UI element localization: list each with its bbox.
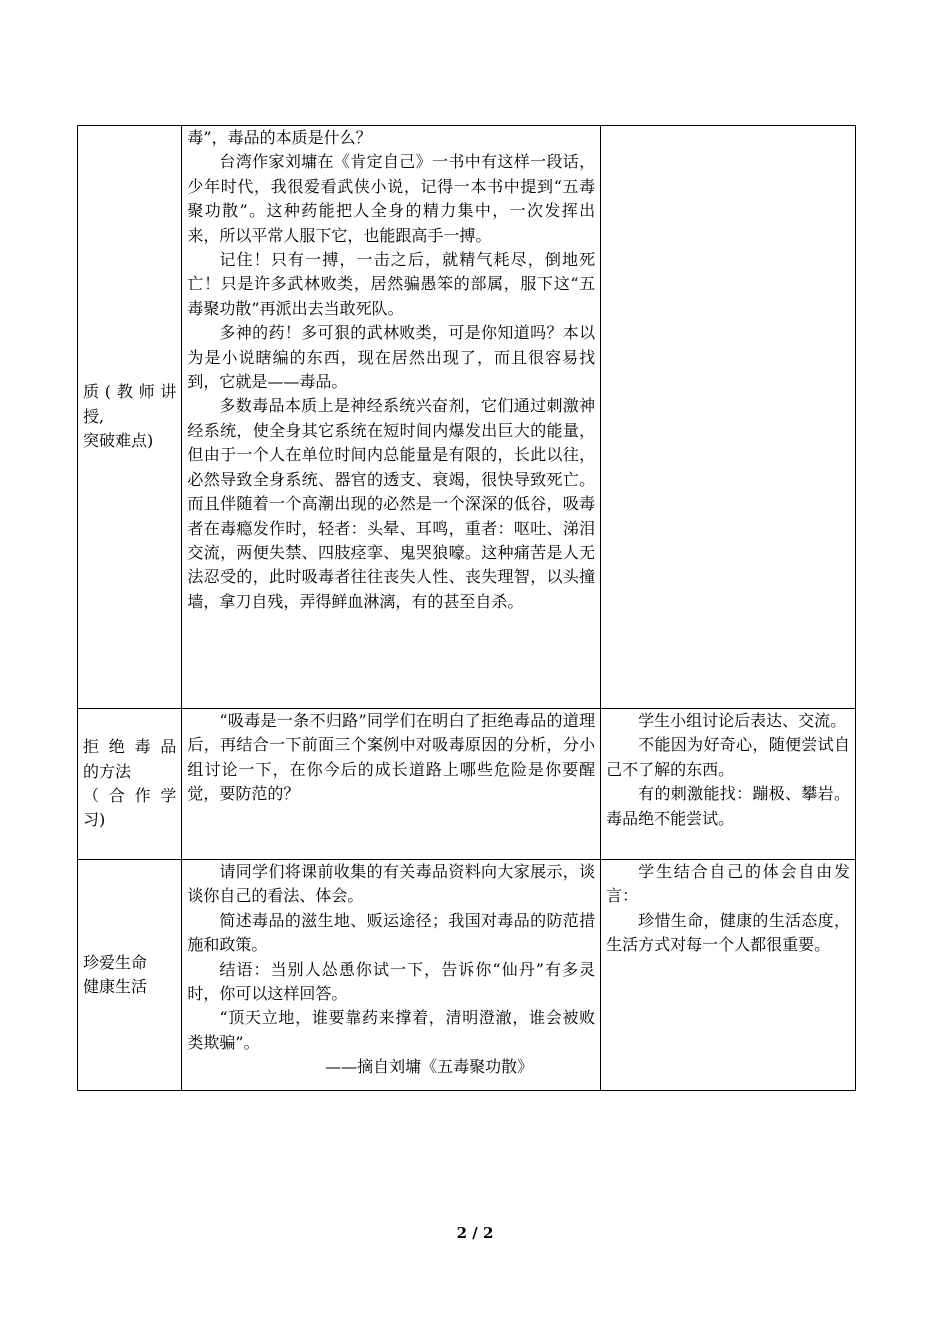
student-activity-cell bbox=[601, 709, 856, 860]
content-paragraph: 台湾作家刘墉在《肯定自己》一书中有这样一段话，少年时代，我很爱看武侠小说，记得一本书中提到“五毒聚功散”。这种药能把人全身的精力集中，一次发挥出来，所以平常人服下它，也能跟高手一搏。 bbox=[187, 152, 596, 245]
content-paragraph: 多神的药！多可狠的武林败类，可是你知道吗？本以为是小说瞎编的东西，现在居然出现了，而且很容易找到，它就是——毒品。 bbox=[187, 323, 596, 392]
stage-label-cell bbox=[78, 126, 182, 709]
teacher-activity-cell bbox=[182, 126, 601, 709]
student-paragraph: 不能因为好奇心，随便尝试自己不了解的东西。 bbox=[606, 735, 850, 779]
student-activity-cell bbox=[601, 126, 856, 709]
stage-label-line: 授, bbox=[83, 406, 105, 426]
citation: ——摘自刘墉《五毒聚功散》 bbox=[325, 1057, 534, 1077]
content-paragraph: 结语：当别人怂恿你试一下，告诉你“仙丹”有多灵时，你可以这样回答。 bbox=[187, 959, 596, 1004]
table-row-refuse-methods bbox=[78, 709, 856, 860]
content-paragraph: 简述毒品的滋生地、贩运途径；我国对毒品的防范措施和政策。 bbox=[187, 910, 596, 955]
stage-label-line: 突破难点) bbox=[83, 431, 154, 451]
stage-label-line: （合作学 bbox=[83, 786, 177, 805]
content-paragraph: 多数毒品本质上是神经系统兴奋剂，它们通过刺激神经系统，使全身其它系统在短时间内爆发出巨大的能量，但由于一个人在单位时间内总能量是有限的，长此以往，必然导致全身系统、器官的透支、衰竭，很快导致死亡。而且伴随着一个高潮出现的必然是一个深深的低谷，吸毒者在毒瘾发作时，轻者：头晕、耳鸣，重者：呕吐、涕泪交流，两便失禁、四肢痉挛、鬼哭狼嚎。这种痛苦是人无法忍受的，此时吸毒者往往丧失人性、丧失理智，以头撞墙，拿刀自残，弄得鲜血淋漓，有的甚至自杀。 bbox=[187, 396, 596, 611]
student-activity-cell bbox=[601, 860, 856, 1091]
table-row-cherish-life bbox=[78, 860, 856, 1091]
content-paragraph: 请同学们将课前收集的有关毒品资料向大家展示，谈谈你自己的看法、体会。 bbox=[187, 862, 596, 906]
stage-label-cell bbox=[78, 709, 182, 860]
stage-label-line: 的方法 bbox=[83, 761, 132, 781]
lesson-plan-table bbox=[77, 125, 856, 1091]
student-paragraph: 珍惜生命，健康的生活态度，生活方式对每一个人都很重要。 bbox=[606, 910, 850, 955]
table-row-essence bbox=[78, 126, 856, 709]
stage-label-line: 拒绝毒品 bbox=[83, 737, 177, 757]
content-paragraph: 毒”，毒品的本质是什么？ bbox=[187, 128, 372, 147]
stage-label-line: 珍爱生命 bbox=[83, 952, 148, 972]
stage-label-line: 质(教师讲 bbox=[83, 382, 177, 402]
stage-label-line: 健康生活 bbox=[83, 977, 148, 996]
content-paragraph: “顶天立地，谁要靠药来撑着，清明澄澈，谁会被败类欺骗”。 bbox=[187, 1008, 596, 1052]
teacher-activity-cell bbox=[182, 709, 601, 860]
content-paragraph: 记住！只有一搏，一击之后，就精气耗尽，倒地死亡！只是许多武林败类，居然骗愚笨的部属，服下这“五毒聚功散”再派出去当敢死队。 bbox=[187, 250, 596, 318]
student-paragraph: 有的刺激能找：蹦极、攀岩。毒品绝不能尝试。 bbox=[606, 784, 850, 828]
stage-label-cell bbox=[78, 860, 182, 1091]
teacher-activity-cell bbox=[182, 860, 601, 1091]
content-paragraph: “吸毒是一条不归路”同学们在明白了拒绝毒品的道理后，再结合一下前面三个案例中对吸毒原因的分析，分小组讨论一下，在你今后的成长道路上哪些危险是你要醒觉，要防范的？ bbox=[187, 711, 596, 804]
student-paragraph: 学生小组讨论后表达、交流。 bbox=[638, 711, 847, 730]
page-number: 2 / 2 bbox=[456, 1224, 494, 1242]
stage-label-line: 习) bbox=[83, 810, 106, 830]
student-paragraph: 学生结合自己的体会自由发言： bbox=[606, 862, 850, 906]
